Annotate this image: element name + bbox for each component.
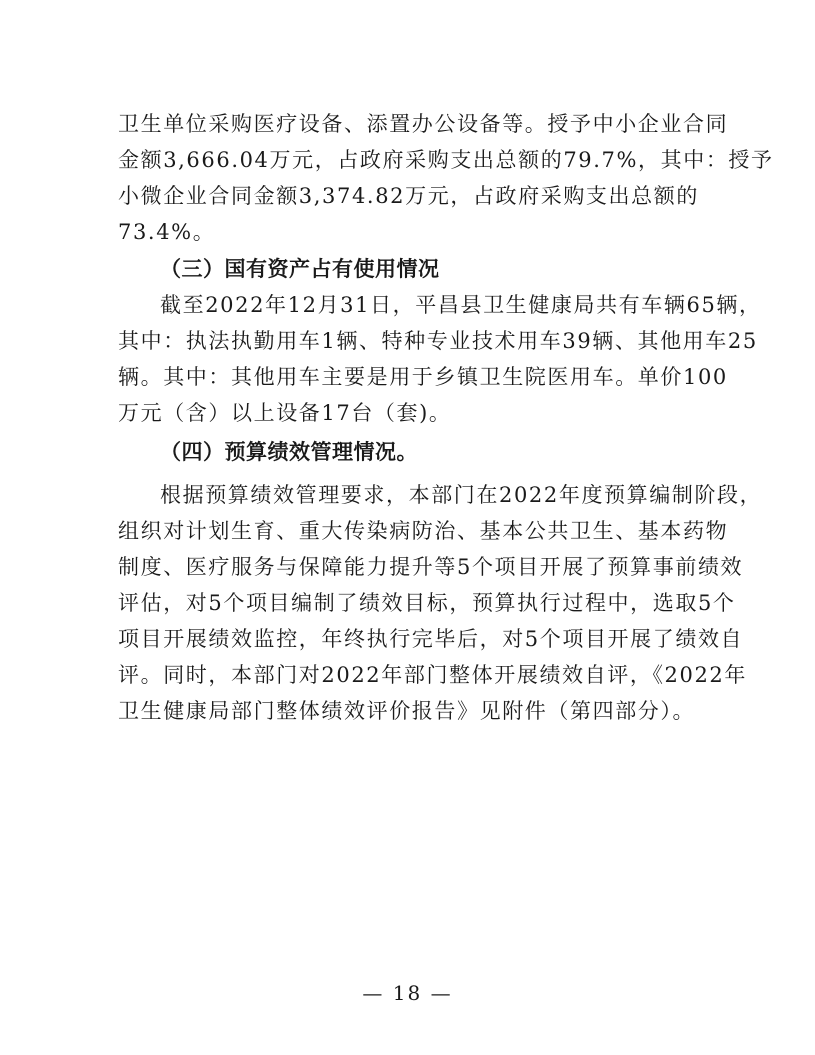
body-text-line: 组织对计划生育、重大传染病防治、基本公共卫生、基本药物 — [118, 519, 729, 543]
body-text-line: 73.4%。 — [118, 220, 216, 244]
body-text-line: 其中：执法执勤用车1辆、特种专业技术用车39辆、其他用车25 — [118, 329, 758, 353]
section-heading-4: （四）预算绩效管理情况。 — [160, 439, 418, 464]
body-text-line: 评。同时，本部门对2022年部门整体开展绩效自评，《2022年 — [118, 663, 747, 687]
section-heading-3: （三）国有资产占有使用情况 — [160, 256, 440, 281]
body-text-line: 截至2022年12月31日，平昌县卫生健康局共有车辆65辆， — [160, 293, 762, 317]
page-number: — 18 — — [362, 981, 453, 1005]
body-text-line: 辆。其中：其他用车主要是用于乡镇卫生院医用车。单价100 — [118, 365, 728, 389]
body-text-line: 根据预算绩效管理要求，本部门在2022年度预算编制阶段， — [160, 483, 763, 507]
body-text-line: 金额3,666.04万元，占政府采购支出总额的79.7%，其中：授予 — [118, 148, 774, 172]
body-text-line: 卫生单位采购医疗设备、添置办公设备等。授予中小企业合同 — [118, 112, 729, 136]
body-text-line: 制度、医疗服务与保障能力提升等5个项目开展了预算事前绩效 — [118, 555, 744, 579]
body-text-line: 万元（含）以上设备17台（套)。 — [118, 401, 452, 425]
body-text-line: 卫生健康局部门整体绩效评价报告》见附件（第四部分）。 — [118, 699, 696, 723]
body-text-line: 小微企业合同金额3,374.82万元，占政府采购支出总额的 — [118, 184, 699, 208]
body-text-line: 项目开展绩效监控，年终执行完毕后，对5个项目开展了绩效自 — [118, 627, 744, 651]
body-text-line: 评估，对5个项目编制了绩效目标，预算执行过程中，选取5个 — [118, 591, 736, 615]
